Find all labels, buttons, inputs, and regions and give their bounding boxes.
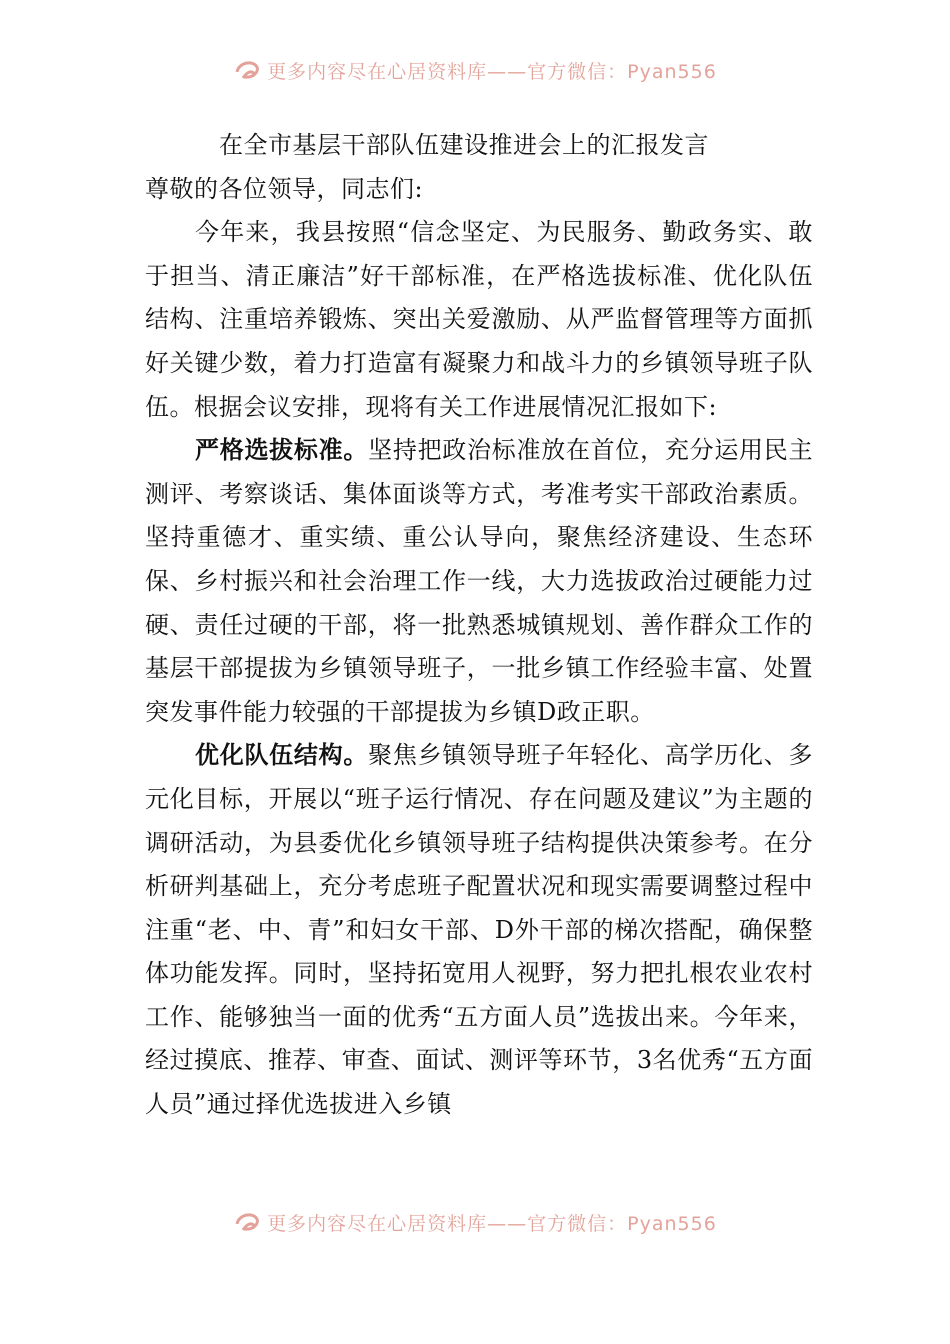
watermark-text: 更多内容尽在心居资料库——官方微信：Pyan556 [267,60,717,83]
footer-watermark [0,1202,950,1242]
document-body [145,124,813,1127]
section-body: 聚焦乡镇领导班子年轻化、高学历化、多元化目标，开展以“班子运行情况、存在问题及建议”为主题的调研活动，为县委优化乡镇领导班子结构提供决策参考。在分析研判基础上，充分考虑班子配置状况和现实需要调整过程中注重“老、中、青”和妇女干部、D外干部的梯次搭配，确保整体功能发挥。同时，坚持拓宽用人视野，努力把扎根农业农村工作、能够独当一面的优秀“五方面人员”选拔出来。今年来，经过摸底、推荐、审查、面试、测评等环节，3名优秀“五方面人员”通过择优选拔进入乡镇 [145,741,814,1119]
section-body: 坚持把政治标准放在首位，充分运用民主测评、考察谈话、集体面谈等方式，考准考实干部政治素质。坚持重德才、重实绩、重公认导向，聚焦经济建设、生态环保、乡村振兴和社会治理工作一线，大力选拔政治过硬能力过硬、责任过硬的干部，将一批熟悉城镇规划、善作群众工作的基层干部提拔为乡镇领导班子，一批乡镇工作经验丰富、处置突发事件能力较强的干部提拔为乡镇D政正职。 [145,436,814,726]
header-watermark [0,50,950,90]
document-title: 在全市基层干部队伍建设推进会上的汇报发言 [219,131,709,159]
salutation: 尊敬的各位领导，同志们: [145,174,424,203]
watermark-logo-icon [233,1210,261,1234]
section-heading: 优化队伍结构。 [195,741,369,770]
watermark-logo-icon [233,58,261,82]
section-paragraph [145,734,813,1126]
section-heading: 严格选拔标准。 [195,436,369,465]
section-paragraph [145,429,813,734]
watermark-text: 更多内容尽在心居资料库——官方微信：Pyan556 [267,1212,717,1235]
intro-paragraph: 今年来，我县按照“信念坚定、为民服务、勤政务实、敢于担当、清正廉洁”好干部标准，在严格选拔标准、优化队伍结构、注重培养锻炼、突出关爱激励、从严监督管理等方面抓好关键少数，着力打造富有凝聚力和战斗力的乡镇领导班子队伍。根据会议安排，现将有关工作进展情况汇报如下: [145,218,813,421]
